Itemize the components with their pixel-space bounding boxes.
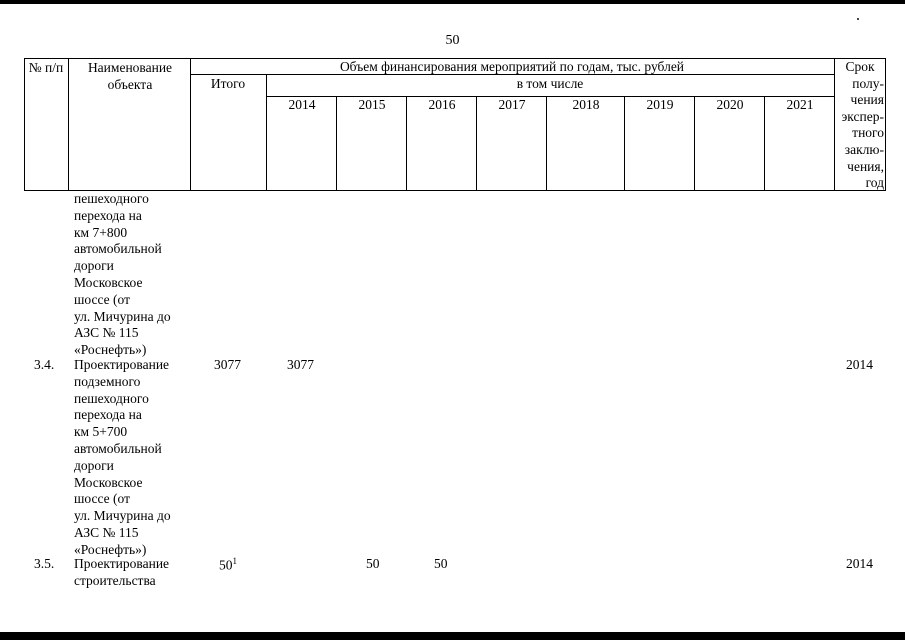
name-line: строительства — [74, 572, 156, 588]
name-line: ул. Мичурина до — [74, 308, 171, 324]
col-divider-no — [68, 58, 69, 191]
name-line: Проектирование — [74, 556, 170, 571]
header-year-2019: 2019 — [646, 97, 674, 112]
header-year-2018: 2018 — [572, 97, 600, 112]
name-line: км 7+800 — [74, 224, 128, 240]
row-total: 3077 — [214, 357, 241, 372]
name-line: автомобильной — [74, 440, 162, 456]
name-line: пешеходного — [74, 191, 149, 206]
row-value-2015: 50 — [366, 556, 380, 571]
table-right-border — [885, 58, 886, 191]
name-line: АЗС № 115 — [74, 524, 139, 540]
row-deadline: 2014 — [846, 556, 873, 571]
row-value-2014: 3077 — [287, 357, 314, 372]
header-year-2014: 2014 — [288, 97, 316, 112]
page-number: 50 — [445, 33, 460, 48]
name-line: перехода на — [74, 407, 142, 423]
deadline-line: полу- — [852, 75, 884, 91]
name-line: км 5+700 — [74, 424, 128, 440]
name-line: шоссе (от — [74, 291, 130, 307]
table-left-border — [24, 58, 25, 191]
row-total-value: 50 — [219, 557, 233, 573]
name-line: пешеходного — [74, 390, 149, 406]
name-line: дороги — [74, 457, 114, 473]
header-deadline — [836, 59, 884, 192]
name-line: «Роснефть») — [74, 342, 147, 358]
name-line: автомобильной — [74, 241, 162, 257]
header-year-2021: 2021 — [786, 97, 814, 112]
col-divider-total — [266, 74, 267, 191]
row-name — [74, 357, 192, 559]
name-line: перехода на — [74, 207, 142, 223]
col-divider-name — [190, 58, 191, 191]
name-line: дороги — [74, 258, 114, 274]
name-line: шоссе (от — [74, 491, 130, 507]
header-year-2017: 2017 — [498, 97, 526, 112]
name-line: АЗС № 115 — [74, 325, 139, 341]
deadline-line: экспер- — [841, 108, 884, 124]
header-financing: Объем финансирования мероприятий по годам, тыс. рублей — [339, 59, 685, 74]
header-name: Наименование объекта — [87, 60, 173, 92]
scan-speck — [857, 18, 859, 20]
row-number: 3.5. — [34, 556, 55, 571]
name-line: Московское — [74, 274, 143, 290]
name-line: «Роснефть») — [74, 541, 147, 557]
deadline-line: год — [865, 175, 884, 191]
name-line: Московское — [74, 474, 143, 490]
row-deadline: 2014 — [846, 357, 873, 372]
row-continued-name — [74, 191, 192, 359]
header-year-2016: 2016 — [428, 97, 456, 112]
bottom-border — [0, 632, 905, 640]
deadline-line: заклю- — [844, 141, 884, 157]
col-divider-2021 — [834, 58, 835, 191]
deadline-line: чения, — [847, 158, 884, 174]
name-line: ул. Мичурина до — [74, 508, 171, 524]
deadline-line: Срок — [845, 59, 875, 74]
header-including: в том числе — [516, 76, 584, 91]
top-border — [0, 0, 905, 4]
name-line: подземного — [74, 373, 141, 389]
deadline-line: тного — [852, 125, 884, 141]
row-total — [219, 556, 237, 574]
header-year-2015: 2015 — [358, 97, 386, 112]
row-number: 3.4. — [34, 357, 55, 372]
header-no: № п/п — [28, 60, 64, 75]
row-name — [74, 556, 192, 590]
footnote-marker: 1 — [232, 556, 237, 566]
name-line: Проектирование — [74, 357, 170, 372]
header-total: Итого — [210, 76, 246, 91]
row-value-2016: 50 — [434, 556, 448, 571]
deadline-line: чения — [850, 92, 884, 108]
header-year-2020: 2020 — [716, 97, 744, 112]
